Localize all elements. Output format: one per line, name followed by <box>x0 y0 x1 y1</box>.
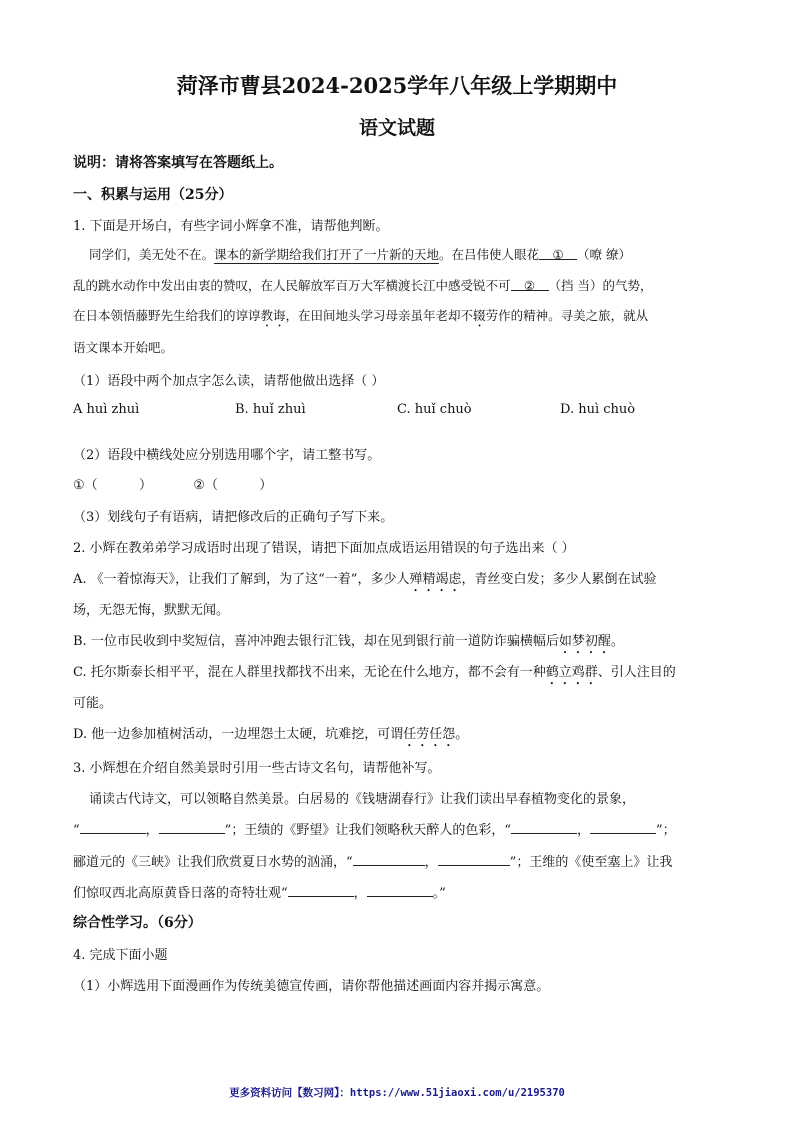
answer-blank[interactable] <box>438 853 510 866</box>
quote-text: “ <box>73 823 80 838</box>
q4-sub1: （1）小辉选用下面漫画作为传统美德宣传画，请你帮他描述画面内容并揭示寓意。 <box>73 979 550 994</box>
q3-line2 <box>73 819 676 838</box>
answer-blank[interactable] <box>367 884 433 897</box>
q1-option-a[interactable]: A huì zhuì <box>73 402 140 417</box>
blank-2[interactable]: ② <box>511 278 549 291</box>
quote-text: ”； <box>655 823 676 838</box>
q1-sub2-answers[interactable]: ①（ ） ②（ ） <box>73 478 273 493</box>
option-text: ，青丝变白发；多少人累倒在试验 <box>461 572 657 587</box>
answer-blank[interactable] <box>590 821 656 834</box>
option-text: C. 托尔斯泰长相平平，混在人群里找都找不出来，无论在什么地方，都不会有一种 <box>73 665 546 680</box>
q2-option-c-cont: 可能。 <box>73 696 113 711</box>
q2-option-a-cont: 场，无怨无悔，默默无闻。 <box>73 603 230 618</box>
passage-text: 劳作的精神。寻美之旅，就从 <box>485 308 649 323</box>
page-title: 菏泽市曹县2024-2025学年八年级上学期期中 <box>176 73 618 98</box>
answer-blank[interactable] <box>288 884 354 897</box>
q1-option-b[interactable]: B. huǐ zhuì <box>235 402 306 417</box>
quote-text: ， <box>424 855 438 870</box>
option-text: 。 <box>610 634 624 649</box>
quote-text: ， <box>576 823 590 838</box>
q2-option-b[interactable] <box>73 630 624 657</box>
passage-text: （挡 当）的气势， <box>548 278 653 293</box>
dotted-idiom: 任劳任怨 <box>403 727 456 742</box>
q3-line3 <box>73 851 672 870</box>
q1-sub1: （1）语段中两个加点字怎么读，请帮他做出选择（ ） <box>73 374 385 389</box>
q3-stem: 3. 小辉想在介绍自然美景时引用一些古诗文名句，请帮他补写。 <box>73 761 441 776</box>
passage-text: 同学们，美无处不在。 <box>89 247 215 262</box>
option-text: 。 <box>455 727 469 742</box>
quote-text: ”；王维的《使至塞上》让我 <box>509 855 673 870</box>
quote-text: ， <box>145 823 159 838</box>
q1-sub2: （2）语段中横线处应分别选用哪个字，请工整书写。 <box>73 448 381 463</box>
q1-sub3: （3）划线句子有语病，请把修改后的正确句子写下来。 <box>73 510 394 525</box>
answer-blank[interactable] <box>353 853 425 866</box>
dotted-word: 辍 <box>473 308 486 323</box>
dotted-idiom: 鹤立鸡群 <box>545 665 598 680</box>
q4-stem: 4. 完成下面小题 <box>73 948 168 963</box>
q1-passage-line1 <box>89 245 631 263</box>
passage-text: ，在田间地头学习母亲虽年老却不 <box>285 308 474 323</box>
quote-text: ”；王绩的《野望》让我们领略秋天醉人的色彩，“ <box>224 823 511 838</box>
q1-passage-line4: 语文课本开始吧。 <box>73 340 174 355</box>
section1-heading: 一、积累与运用（25分） <box>73 187 233 203</box>
q3-line4 <box>73 882 446 901</box>
option-text: 、引人注目的 <box>597 665 676 680</box>
section2-heading: 综合性学习。（6分） <box>73 915 202 931</box>
option-text: B. 一位市民收到中奖短信，喜冲冲跑去银行汇钱，却在见到银行前一道防诈骗横幅后 <box>73 634 559 649</box>
answer-blank[interactable] <box>80 821 146 834</box>
dotted-idiom: 殚精竭虑 <box>409 572 462 587</box>
instruction-text: 说明：请将答案填写在答题纸上。 <box>73 155 283 171</box>
quote-text: ， <box>353 886 367 901</box>
q2-option-a[interactable] <box>73 568 656 595</box>
faulty-sentence-underline: 课本的新学期给我们打开了一片新的天地 <box>214 247 440 262</box>
passage-text: 。在吕伟使人眼花 <box>439 247 540 262</box>
page-subtitle: 语文试题 <box>358 117 435 139</box>
q1-stem: 1. 下面是开场白，有些字词小辉拿不准，请帮他判断。 <box>73 219 389 234</box>
footer-link[interactable]: 更多资料访问【数习网】：https://www.51jiaoxi.com/u/2195370 <box>229 1087 565 1099</box>
q3-line1: 诵读古代诗文，可以领略自然美景。白居易的《钱塘湖春行》让我们读出早春植物变化的景象， <box>89 792 636 807</box>
dotted-idiom: 如梦初醒 <box>558 634 611 649</box>
quote-text: 郦道元的《三峡》让我们欣赏夏日水势的汹涌，“ <box>73 855 353 870</box>
passage-text: 乱的跳水动作中发出由衷的赞叹，在人民解放军百万大军横渡长江中感受锐不可 <box>73 278 511 293</box>
blank-1[interactable]: ① <box>539 247 577 260</box>
q1-option-d[interactable]: D. huì chuò <box>560 402 636 417</box>
q2-stem: 2. 小辉在教弟弟学习成语时出现了错误，请把下面加点成语运用错误的句子选出来（ ） <box>73 541 575 556</box>
quote-text: 们惊叹西北高原黄昏日落的奇特壮观“ <box>73 886 288 901</box>
q1-passage-line2 <box>73 276 653 294</box>
option-text: D. 他一边参加植树活动，一边埋怨土太硬，坑难挖，可谓 <box>73 727 404 742</box>
q2-option-c[interactable] <box>73 661 676 688</box>
q1-passage-line3 <box>73 306 648 330</box>
passage-text: 在日本领悟藤野先生给我们的谆谆 <box>73 308 261 323</box>
q1-option-c[interactable]: C. huǐ chuò <box>397 402 472 417</box>
passage-text: （嘹 缭） <box>577 247 632 262</box>
answer-blank[interactable] <box>159 821 225 834</box>
dotted-word: 教诲 <box>260 308 286 323</box>
q2-option-d[interactable] <box>73 723 468 750</box>
answer-blank[interactable] <box>511 821 577 834</box>
option-text: A. 《一着惊海天》，让我们了解到，为了这“一着”，多少人 <box>73 572 410 587</box>
quote-text: 。” <box>432 886 446 901</box>
